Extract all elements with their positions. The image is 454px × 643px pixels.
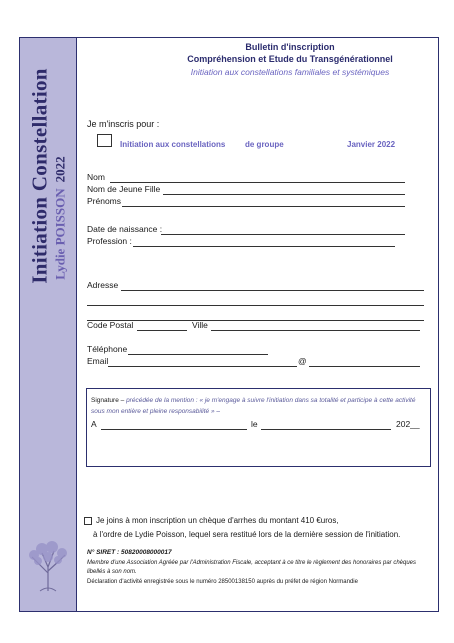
signature-mention: « je m'engage à suivre l'initiation dans sa totalité et participe à cette activité: [199, 397, 416, 404]
header-tagline: Initiation aux constellations familiales et systémiques: [190, 67, 390, 77]
adresse-label: Adresse: [87, 280, 119, 290]
signature-title: [91, 397, 415, 404]
ville-field[interactable]: [211, 330, 420, 331]
sidebar-vertical-title: [28, 68, 69, 283]
declaration-activite: Déclaration d'activité enregistrée sous le numéro 28500138150 auprès du préfet de région Normandie: [87, 579, 358, 585]
date-naissance-label: Date de naissance :: [87, 224, 163, 234]
option-checkbox[interactable]: [97, 134, 112, 147]
option-type: de groupe: [245, 140, 284, 149]
nom-jeune-fille-label: Nom de Jeune Fille: [87, 184, 161, 194]
sidebar-author-line: [53, 68, 69, 283]
signature-date-field[interactable]: [261, 429, 391, 430]
header-title: Bulletin d'inscription: [245, 42, 335, 52]
signature-year: 202__: [396, 419, 420, 429]
date-naissance-field[interactable]: [161, 234, 405, 235]
signature-a-label: A: [91, 419, 97, 429]
email-field-user[interactable]: [108, 366, 297, 367]
signature-label: Signature –: [91, 397, 125, 404]
sidebar-year: 2022: [52, 156, 68, 183]
profession-label: Profession :: [87, 236, 132, 246]
telephone-label: Téléphone: [87, 344, 128, 354]
email-field-domain[interactable]: [309, 366, 420, 367]
signature-precede: précédée de la mention :: [126, 397, 198, 404]
telephone-field[interactable]: [128, 354, 268, 355]
signature-le-label: le: [251, 419, 258, 429]
adresse-field-2[interactable]: [87, 305, 424, 306]
payment-line-1-row: [84, 516, 339, 525]
prenoms-label: Prénoms: [87, 196, 122, 206]
email-at: @: [298, 356, 307, 366]
signature-box: [86, 388, 431, 467]
nom-jeune-fille-field[interactable]: [163, 194, 405, 195]
sidebar-band: [20, 38, 77, 611]
payment-checkbox-icon[interactable]: [84, 517, 92, 525]
sidebar-author: Lydie POISSON: [52, 188, 68, 280]
profession-field[interactable]: [133, 246, 395, 247]
payment-line-2: à l'ordre de Lydie Poisson, lequel sera restitué lors de la dernière session de l'initiation.: [93, 530, 401, 539]
ville-label: Ville: [192, 320, 208, 330]
nom-label: Nom: [87, 172, 105, 182]
option-label: Initiation aux constellations: [120, 140, 226, 149]
membre-notice: Membre d'une Association Agréée par l'Administration Fiscale, acceptant à ce titre le règlement des honoraires par chèques libellés à son nom.: [87, 560, 417, 575]
code-postal-label: Code Postal: [87, 320, 134, 330]
option-date: Janvier 2022: [347, 140, 396, 149]
signature-mention-2: sous mon entière et pleine responsabilité » –: [91, 408, 220, 415]
intro-label: Je m'inscris pour :: [87, 119, 160, 129]
siret-number: N° SIRET : 50820008000017: [87, 549, 172, 556]
header-subtitle: Compréhension et Etude du Transgénérationnel: [187, 54, 393, 64]
adresse-field-3[interactable]: [87, 320, 424, 321]
prenoms-field[interactable]: [122, 206, 405, 207]
sidebar-title: Initiation Constellation: [27, 68, 52, 284]
tree-logo: [26, 533, 70, 593]
adresse-field-1[interactable]: [121, 290, 424, 291]
email-label: Email: [87, 356, 109, 366]
code-postal-field[interactable]: [137, 330, 187, 331]
nom-field[interactable]: [110, 182, 405, 183]
registration-form: [19, 37, 439, 612]
signature-place-field[interactable]: [101, 429, 247, 430]
payment-line-1: Je joins à mon inscription un chèque d'arrhes du montant 410 €uros,: [96, 516, 339, 525]
